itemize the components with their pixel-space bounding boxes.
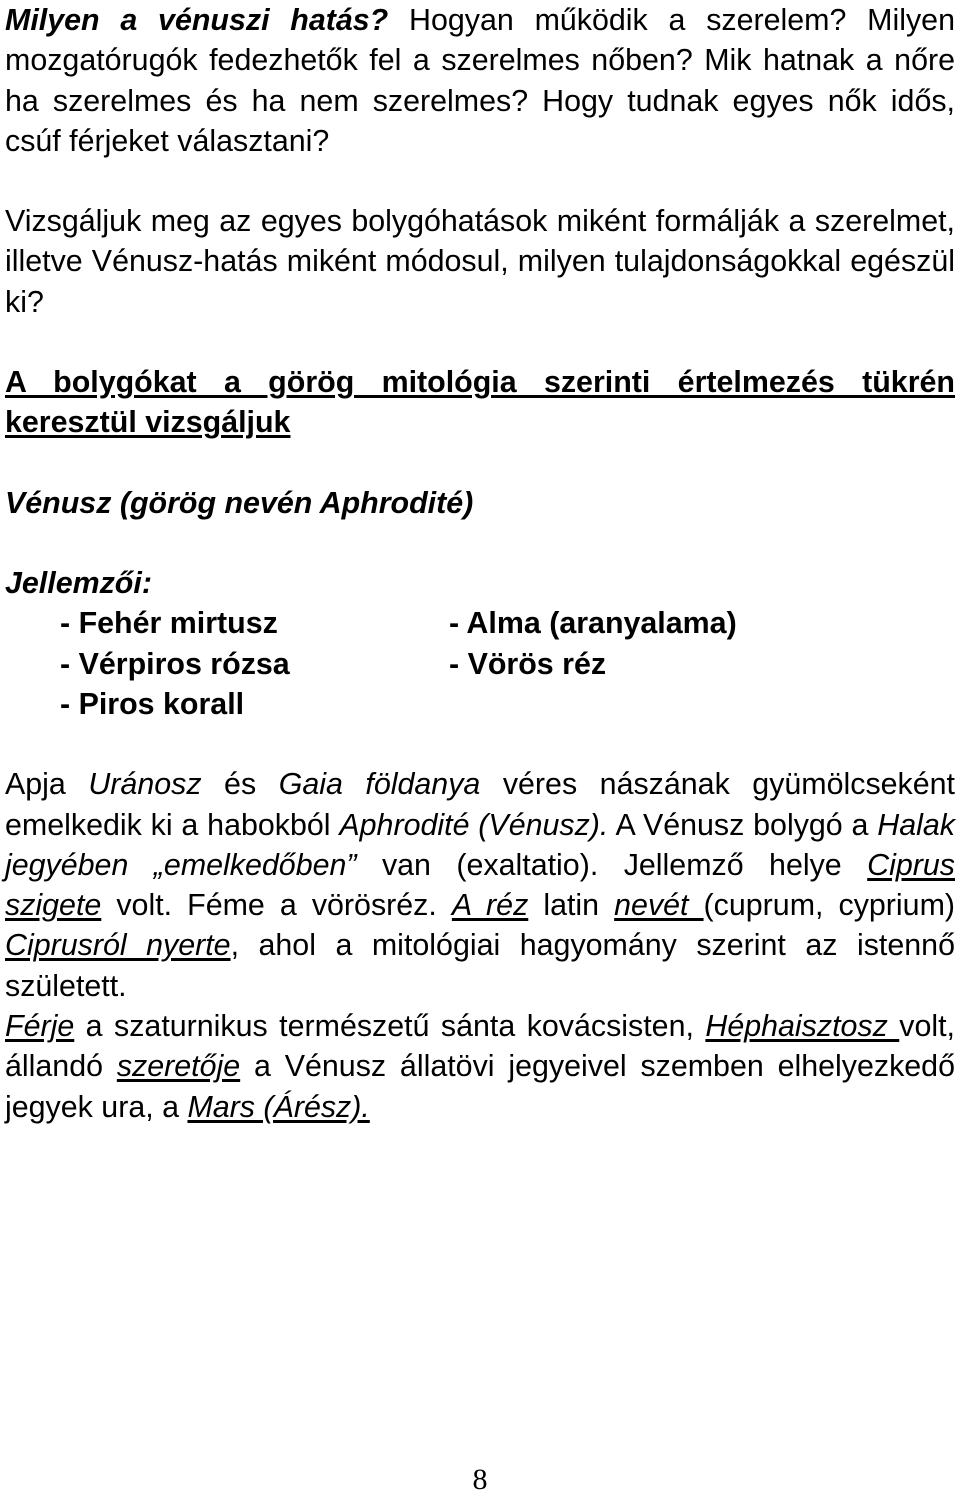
text-run: Apja xyxy=(5,767,89,802)
traits-column-1 xyxy=(60,603,290,724)
intro-question: Milyen a vénuszi hatás? xyxy=(5,3,389,37)
page-number: 8 xyxy=(472,1463,488,1496)
traits-label: Jellemzői: xyxy=(5,565,152,600)
analysis-paragraph: Vizsgáljuk meg az egyes bolygóhatások miként formálják a szerelmet, illetve Vénusz-hatás miként módosul, milyen tulajdonságokkal egészül ki? xyxy=(5,204,955,319)
trait-item: - Fehér mirtusz xyxy=(60,606,278,641)
trait-item: - Alma (aranyalama) xyxy=(449,606,737,641)
trait-item: - Vörös réz xyxy=(449,646,607,681)
text-run: , ahol a mitológiai hagyomány szerint az istennő született. xyxy=(5,928,955,1003)
venus-subheading: Vénusz (görög nevén Aphrodité) xyxy=(5,485,474,520)
text-run: volt. Féme a vörösréz. xyxy=(101,888,452,923)
text-run-italic: Uránosz xyxy=(88,767,202,802)
text-run: van (exaltatio). Jellemző helye xyxy=(356,847,868,882)
text-run: véres nászának gyümölcseként emelkedik ki a habokból xyxy=(5,767,955,842)
text-run: volt, állandó xyxy=(5,1009,955,1084)
text-run: és xyxy=(201,767,279,802)
text-run: (cuprum, cyprium) xyxy=(703,888,956,923)
traits-column-2 xyxy=(449,603,737,684)
text-run-italic-underlined: Ciprus szigete xyxy=(5,847,955,923)
text-run-italic-underlined: A réz xyxy=(451,888,529,923)
text-run-italic: Halak jegyében „emelkedőben” xyxy=(5,807,955,882)
text-run-italic-underlined: Férje xyxy=(5,1009,75,1044)
document-page xyxy=(5,0,955,1127)
text-run-italic-underlined: Héphaisztosz xyxy=(705,1009,900,1044)
trait-item: - Vérpiros rózsa xyxy=(60,646,290,681)
text-run: a szaturnikus természetű sánta kovácsisten, xyxy=(74,1009,706,1044)
text-run: latin xyxy=(528,888,615,923)
text-run: A Vénusz bolygó a xyxy=(608,807,878,842)
section-heading: A bolygókat a görög mitológia szerinti értelmezés tükrén keresztül vizsgáljuk xyxy=(5,365,955,440)
text-run-italic-underlined: nevét xyxy=(614,888,704,923)
text-run-italic-underlined: szeretője xyxy=(116,1049,241,1084)
mythology-paragraph xyxy=(5,764,955,1006)
text-run-italic-underlined: Mars (Árész). xyxy=(187,1089,370,1124)
trait-item: - Piros korall xyxy=(60,686,245,721)
intro-paragraph xyxy=(5,0,955,161)
intro-text: Hogyan működik a szerelem? Milyen mozgatórugók fedezhetők fel a szerelmes nőben? Mik hatnak a nőre ha szerelmes és ha nem szerelmes? Hogy tudnak egyes nők idős, csúf férjeket választani? xyxy=(5,3,955,158)
text-run-italic: Aphrodité (Vénusz). xyxy=(339,807,609,842)
husband-paragraph xyxy=(5,1006,955,1127)
text-run-italic-underlined: Ciprusról nyerte xyxy=(5,928,231,963)
text-run-italic: Gaia földanya xyxy=(278,767,481,802)
text-run: a Vénusz állatövi jegyeivel szemben elhelyezkedő jegyek ura, a xyxy=(5,1049,955,1124)
traits-list xyxy=(5,603,955,724)
